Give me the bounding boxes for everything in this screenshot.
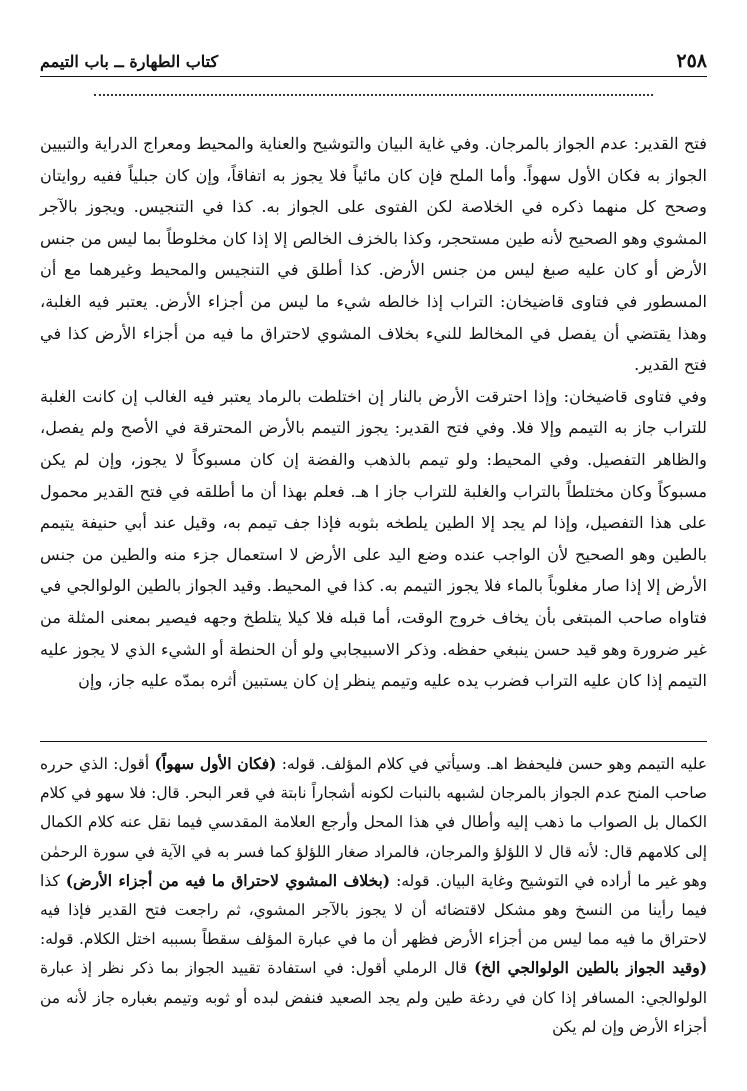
page-number: ٢٥٨ (676, 50, 707, 72)
dotted-divider (94, 94, 653, 96)
note-quote: (فكان الأول سهواً) (154, 755, 277, 773)
note-text: قال الرملي أقول: في استفادة تقييد الجواز بما ذكر نظر إذ عبارة الولوالجي: المسافر إذا كان في ردغة طين ولم يجد الصعيد فنفض لبده أو ثوبه وتيمم بغباره جاز لأنه من أجزاء الأرض وإن لم يكن (40, 959, 707, 1036)
main-paragraph: وفي فتاوى قاضيخان: وإذا احترقت الأرض بالنار إن اختلطت بالرماد يعتبر فيه الغالب إن كانت الغلبة للتراب جاز به التيمم وإلا فلا. وفي فتح القدير: يجوز التيمم بالأرض المحترقة في الأصح ولم يفصل، والظاهر التفصيل. وفي المحيط: ولو تيمم بالذهب والفضة إن كان مسبوكاً لا يجوز، وإن لم يكن مسبوكاً وكان مختلطاً بالتراب والغلبة للتراب جاز ا هـ. فعلم بهذا أن ما أطلقه في فتح القدير محمول على هذا التفصيل، وإذا لم يجد إلا الطين يلطخه بثوبه فإذا جف تيمم به، وقيل عند أبي حنيفة يتيمم بالطين وهو الصحيح لأن الواجب عنده وضع اليد على الأرض لا استعمال جزء منه والطين من جنس الأرض إلا إذا صار مغلوباً بالماء فلا يجوز التيمم به. كذا في المحيط. وقيد الجواز بالطين الولوالجي في فتاواه صاحب المبتغى بأن يخاف خروج الوقت، أما قبله فلا كيلا يتلطخ وجهه فيصير بمعنى المثلة من غير ضرورة وهو قيد حسن ينبغي حفظه. وذكر الاسبيجابي ولو أن الحنطة أو الشيء الذي لا يجوز عليه التيمم إذا كان عليه التراب فضرب يده عليه وتيمم ينظر إن كان يستبين أثره بمدّه عليه جاز، وإن (40, 386, 707, 691)
page-header (40, 46, 707, 77)
note-text: عليه التيمم وهو حسن فليحفظ اهـ. وسيأتي في كلام المؤلف. قوله: (276, 755, 708, 773)
note-text: أقول: الذي حرره صاحب المنح عدم الجواز بالمرجان لشبهه بالنبات لكونه أشجاراً نابتة في قعر البحر. قال: فلا سهو في كلام الكمال بل الصواب ما ذهب إليه وأطال في هذا المحل وأرجع العلامة المقدسي فيما نقل عنه كلام الكمال إلى كلامهم قال: لأنه قال لا اللؤلؤ والمرجان، فالمراد صغار اللؤلؤ كما فسر به في الآية في سورة الرحمٰن وهو غير ما أراده في التوشيح وغاية البيان. قوله: (40, 755, 708, 890)
running-title: كتاب الطهارة ــ باب التيمم (40, 51, 219, 71)
main-text (40, 128, 707, 697)
note-quote: (وقيد الجواز بالطين الولوالجي الخ) (474, 959, 707, 978)
footnote-paragraph (40, 750, 707, 1042)
footnote-separator (40, 741, 707, 742)
note-quote: (بخلاف المشوي لاحتراق ما فيه من أجزاء الأرض) (65, 871, 391, 890)
main-paragraph: فتح القدير: عدم الجواز بالمرجان. وفي غاية البيان والتوشيح والعناية والمحيط ومعراج الدراية والتبيين الجواز به فكان الأول سهواً. وأما الملح فإن كان مائياً فلا يجوز به اتفاقاً، وإن كان جبلياً ففيه روايتان وصحح كل منهما ذكره في الخلاصة لكن الفتوى على الجواز به. كذا في التنجيس. ويجوز بالآجر المشوي وهو الصحيح لأنه طين مستحجر، وكذا بالخزف الخالص إلا إذا كان مخلوطاً بما ليس من جنس الأرض أو كان عليه صبغ ليس من جنس الأرض. كذا أطلق في التنجيس والمحيط وغيرهما مع أن المسطور في فتاوى قاضيخان: التراب إذا خالطه شيء ما ليس من أجزاء الأرض. يعتبر فيه الغلبة، وهذا يقتضي أن يفصل في المخالط للنيء بخلاف المشوي لاحتراق ما فيه من أجزاء الأرض كذا في فتح القدير. (40, 134, 707, 375)
note-text: كذا فيما رأينا من النسخ وهو مشكل لاقتضائه أن لا يجوز بالآجر المشوي، ثم راجعت فتح القدير فإذا فيه لاحتراق ما فيه مما ليس من أجزاء الأرض فظهر أن ما في عبارة المؤلف سقطاً بسببه اختل الكلام. قوله: (40, 871, 707, 949)
footnotes (40, 750, 707, 1042)
